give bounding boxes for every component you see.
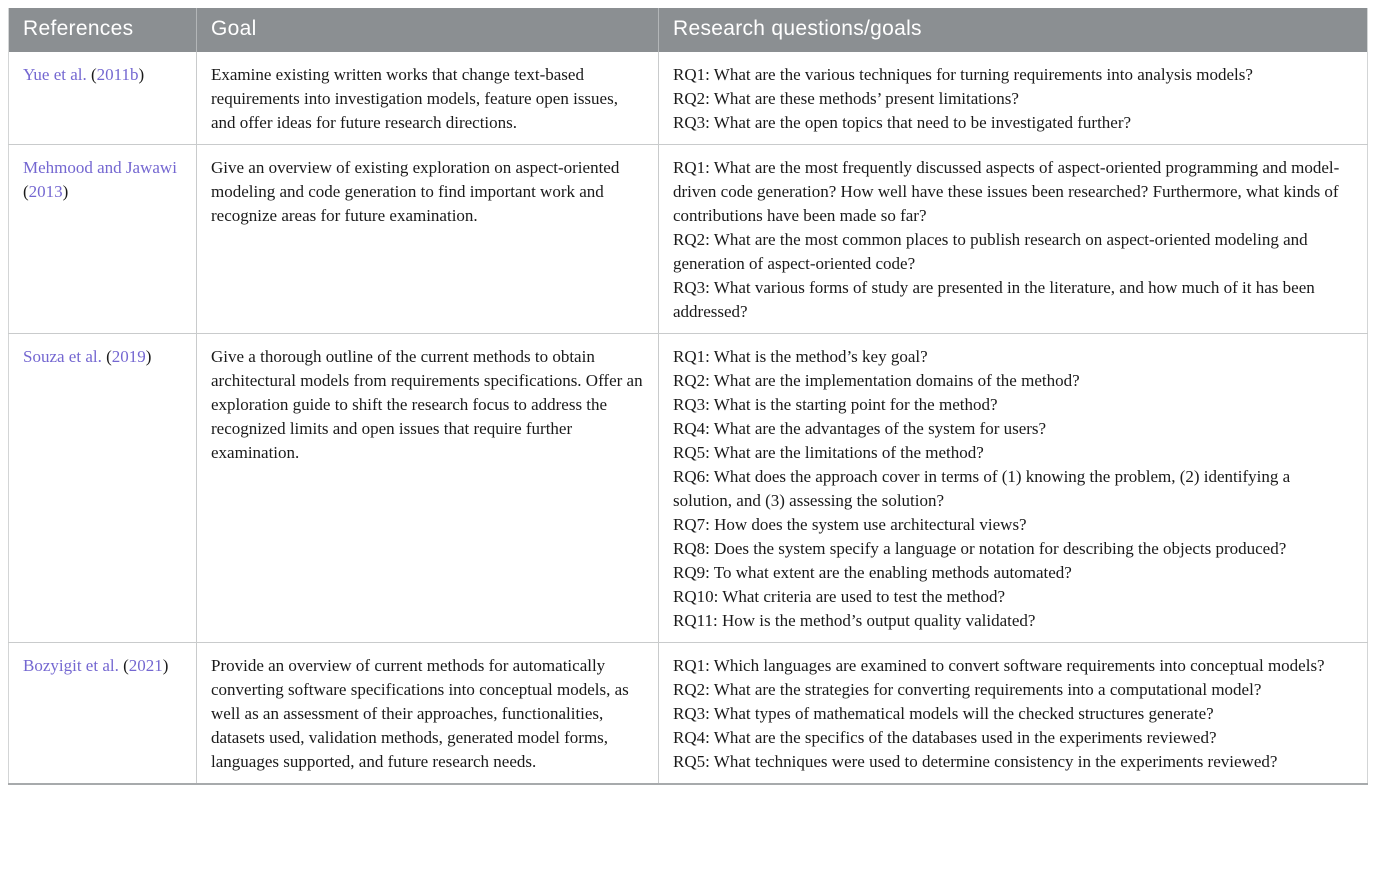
research-question: RQ2: What are the strategies for converting requirements into a computational model? [673, 680, 1262, 699]
table-row [9, 643, 1368, 785]
research-question: RQ6: What does the approach cover in terms of (1) knowing the problem, (2) identifying a solution, and (3) assessing the solution? [673, 467, 1291, 510]
reference-authors-link[interactable]: Mehmood and Jawawi [23, 158, 177, 177]
literature-review-table [8, 8, 1368, 785]
reference-cell [9, 52, 197, 145]
research-questions-cell [659, 145, 1368, 334]
research-question: RQ1: Which languages are examined to convert software requirements into conceptual models? [673, 656, 1325, 675]
research-question: RQ9: To what extent are the enabling methods automated? [673, 563, 1072, 582]
research-question: RQ2: What are the most common places to publish research on aspect-oriented modeling and generation of aspect-oriented code? [673, 230, 1308, 273]
table-header [9, 8, 1368, 52]
reference-year-link[interactable]: 2019 [111, 347, 146, 366]
research-question: RQ1: What are the various techniques for turning requirements into analysis models? [673, 65, 1253, 84]
goal-cell [197, 334, 659, 643]
reference-cell [9, 643, 197, 785]
goal-text: Give a thorough outline of the current methods to obtain architectural models from requirements specifications. Offer an exploration guide to shift the research focus to address the recognized limits and open issues that require further examination. [211, 347, 643, 462]
reference-authors-link[interactable]: Souza et al. [23, 347, 102, 366]
research-question: RQ4: What are the advantages of the system for users? [673, 419, 1047, 438]
goal-cell [197, 52, 659, 145]
table-row [9, 52, 1368, 145]
research-questions-cell [659, 643, 1368, 785]
reference-close-paren: ) [138, 65, 145, 84]
table-row [9, 145, 1368, 334]
goal-cell [197, 643, 659, 785]
table-row [9, 334, 1368, 643]
reference-year-link[interactable]: 2021 [128, 656, 163, 675]
reference-year-link[interactable]: 2013 [28, 182, 63, 201]
research-questions-cell [659, 334, 1368, 643]
research-question: RQ5: What are the limitations of the method? [673, 443, 984, 462]
column-header-references: References [9, 8, 197, 52]
reference-cell [9, 145, 197, 334]
research-question: RQ3: What various forms of study are presented in the literature, and how much of it has been addressed? [673, 278, 1315, 321]
reference-authors-link[interactable]: Bozyigit et al. [23, 656, 119, 675]
reference-cell [9, 334, 197, 643]
goal-text: Provide an overview of current methods for automatically converting software specifications into conceptual models, as well as an assessment of their approaches, functionalities, datasets used, validation methods, generated model forms, languages supported, and future research needs. [211, 656, 629, 771]
research-question: RQ8: Does the system specify a language or notation for describing the objects produced? [673, 539, 1287, 558]
column-header-research-questions: Research questions/goals [659, 8, 1368, 52]
reference-close-paren: ) [162, 656, 169, 675]
goal-text: Examine existing written works that change text-based requirements into investigation models, feature open issues, and offer ideas for future research directions. [211, 65, 618, 132]
research-question: RQ5: What techniques were used to determine consistency in the experiments reviewed? [673, 752, 1278, 771]
research-question: RQ4: What are the specifics of the databases used in the experiments reviewed? [673, 728, 1217, 747]
reference-open-paren: ( [101, 347, 112, 366]
research-question: RQ11: How is the method’s output quality validated? [673, 611, 1036, 630]
reference-open-paren: ( [23, 182, 29, 201]
table-header-row [9, 8, 1368, 52]
goal-cell [197, 145, 659, 334]
reference-close-paren: ) [145, 347, 152, 366]
research-question: RQ1: What is the method’s key goal? [673, 347, 928, 366]
research-question: RQ7: How does the system use architectural views? [673, 515, 1027, 534]
research-question: RQ3: What is the starting point for the method? [673, 395, 998, 414]
column-header-goal: Goal [197, 8, 659, 52]
literature-review-figure [8, 8, 1367, 785]
reference-open-paren: ( [118, 656, 129, 675]
research-question: RQ1: What are the most frequently discussed aspects of aspect-oriented programming and model-driven code generation? How well have these issues been researched? Furthermore, what kinds of contributions have been made so far? [673, 158, 1340, 225]
research-question: RQ2: What are the implementation domains of the method? [673, 371, 1080, 390]
reference-year-link[interactable]: 2011b [96, 65, 139, 84]
research-question: RQ10: What criteria are used to test the method? [673, 587, 1006, 606]
research-question: RQ2: What are these methods’ present limitations? [673, 89, 1019, 108]
reference-open-paren: ( [86, 65, 97, 84]
research-questions-cell [659, 52, 1368, 145]
research-question: RQ3: What are the open topics that need to be investigated further? [673, 113, 1132, 132]
reference-authors-link[interactable]: Yue et al. [23, 65, 87, 84]
reference-close-paren: ) [62, 182, 69, 201]
research-question: RQ3: What types of mathematical models will the checked structures generate? [673, 704, 1214, 723]
table-body [9, 52, 1368, 784]
goal-text: Give an overview of existing exploration on aspect-oriented modeling and code generation to find important work and recognize areas for future examination. [211, 158, 620, 225]
